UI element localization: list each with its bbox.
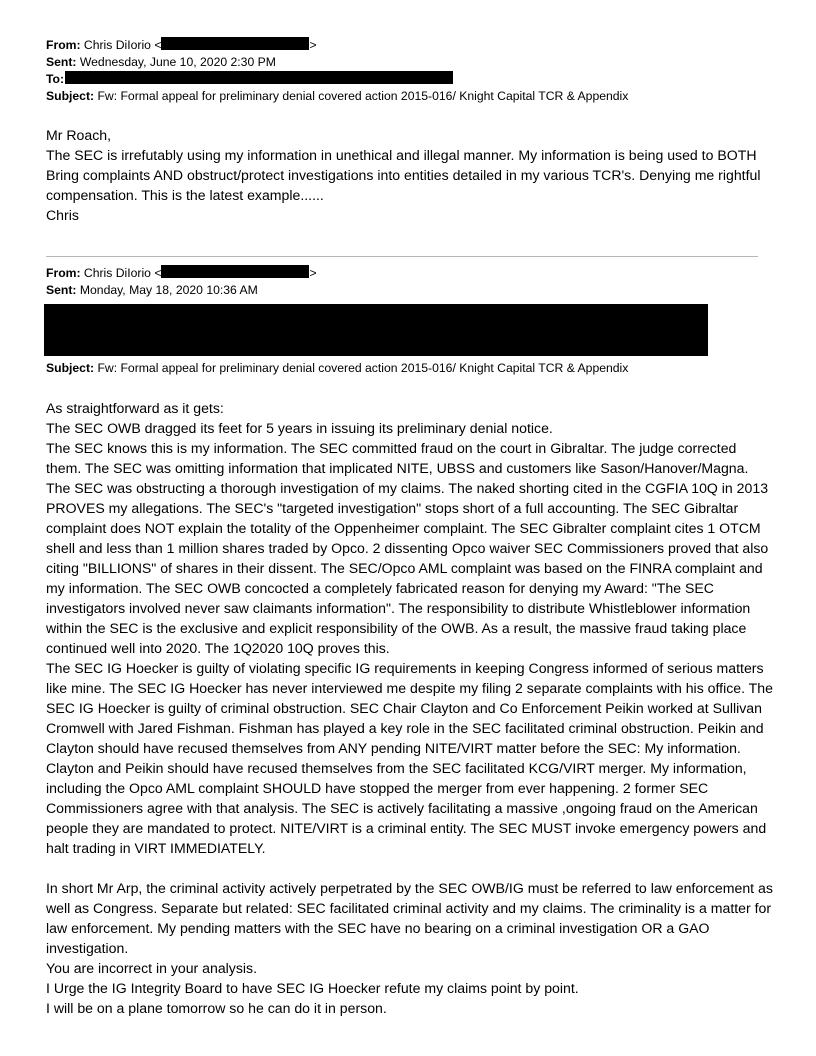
email2-from-line: [46, 265, 774, 282]
to-label: To:: [46, 72, 65, 86]
email2-paragraph: The SEC OWB dragged its feet for 5 years in issuing its preliminary denial notice.: [46, 420, 553, 436]
email1-sent-line: [46, 54, 774, 71]
email2-sent-line: [46, 282, 774, 299]
from-label: From:: [46, 266, 81, 280]
email2-paragraph: The SEC knows this is my information. The SEC committed fraud on the court in Gibraltar. The judge corrected them. The SEC was omitting information that implicated NITE, UBSS and customers like Sason/Hanover/Magna. The SEC was obstructing a thorough investigation of my claims. The naked shorting cited in the CGFIA 10Q in 2013 PROVES my allegations. The SEC's "targeted investigation" stops short of a full accounting. The SEC Gibraltar complaint does NOT explain the totality of the Oppenheimer complaint. The SEC Gibralter complaint cites 1 OTCM shell and less than 1 million shares traded by Opco. 2 dissenting Opco waiver SEC Commissioners proved that also citing "BILLIONS" of shares in their dissent. The SEC/Opco AML complaint was based on the FINRA complaint and my information. The SEC OWB concocted a completely fabricated reason for denying my Award: "The SEC investigators involved never saw claimants information". The responsibility to distribute Whistleblower information within the SEC is the exclusive and explicit responsibility of the OWB. As a result, the massive fraud taking place continued well into 2020. The 1Q2020 10Q proves this.: [46, 440, 769, 656]
email1-paragraph: Mr Roach,: [46, 127, 112, 143]
redaction-bar: [65, 71, 453, 84]
email1-subject-line: [46, 88, 774, 105]
subject-label: Subject:: [46, 361, 95, 375]
email2-paragraph: I Urge the IG Integrity Board to have SEC IG Hoecker refute my claims point by point.: [46, 980, 579, 996]
email2-paragraph: In short Mr Arp, the criminal activity actively perpetrated by the SEC OWB/IG must be referred to law enforcement as well as Congress. Separate but related: SEC facilitated criminal activity and my claims. The criminality is a matter for law enforcement. My pending matters with the SEC have no bearing on a criminal investigation OR a GAO investigation.: [46, 880, 773, 956]
email1-to-line: [46, 71, 774, 88]
redaction-bar: [161, 37, 309, 50]
email2-subject: Fw: Formal appeal for preliminary denial covered action 2015-016/ Knight Capital TCR & Appendix: [97, 361, 629, 375]
email1-paragraph: The SEC is irrefutably using my information in unethical and illegal manner. My information is being used to BOTH Bring complaints AND obstruct/protect investigations into entities detailed in my various TCR's. Denying me rightful compensation. This is the latest example......: [46, 147, 761, 203]
redaction-bar: [161, 265, 309, 278]
email1-body: [46, 125, 774, 225]
from-label: From:: [46, 38, 81, 52]
email2-subject-line: [46, 360, 774, 377]
email1-sent-date: Wednesday, June 10, 2020 2:30 PM: [79, 55, 276, 69]
email1-from-line: [46, 37, 774, 54]
email1-from-name: Chris DiIorio <: [83, 38, 162, 52]
document-page: [46, 37, 774, 1018]
email2-paragraph: The SEC IG Hoecker is guilty of violating specific IG requirements in keeping Congress informed of serious matters like mine. The SEC IG Hoecker has never interviewed me despite my filing 2 separate complaints with his office. The SEC IG Hoecker is guilty of criminal obstruction. SEC Chair Clayton and Co Enforcement Peikin worked at Sullivan Cromwell with Jared Fishman. Fishman has played a key role in the SEC facilitated criminal obstruction. Peikin and Clayton should have recused themselves from ANY pending NITE/VIRT matter before the SEC: My information. Clayton and Peikin should have recused themselves from the SEC facilitated KCG/VIRT merger. My information, including the Opco AML complaint SHOULD have stopped the merger from ever happening. 2 former SEC Commissioners agree with that analysis. The SEC is actively facilitating a massive ,ongoing fraud on the American people they are mandated to protect. NITE/VIRT is a criminal entity. The SEC MUST invoke emergency powers and halt trading in VIRT IMMEDIATELY.: [46, 660, 773, 856]
email2-from-close: >: [309, 266, 317, 280]
email2-paragraph: I will be on a plane tomorrow so he can do it in person.: [46, 1000, 387, 1016]
redaction-block: [44, 304, 708, 356]
email2-sent-date: Monday, May 18, 2020 10:36 AM: [79, 283, 258, 297]
subject-label: Subject:: [46, 89, 95, 103]
email2-paragraph: You are incorrect in your analysis.: [46, 960, 257, 976]
email2-paragraph: As straightforward as it gets:: [46, 400, 224, 416]
sent-label: Sent:: [46, 55, 77, 69]
email1-paragraph: Chris: [46, 207, 79, 223]
email2-body: [46, 398, 774, 1018]
email2-from-name: Chris DiIorio <: [83, 266, 162, 280]
email1-subject: Fw: Formal appeal for preliminary denial covered action 2015-016/ Knight Capital TCR & Appendix: [97, 89, 629, 103]
email1-from-close: >: [309, 38, 317, 52]
sent-label: Sent:: [46, 283, 77, 297]
